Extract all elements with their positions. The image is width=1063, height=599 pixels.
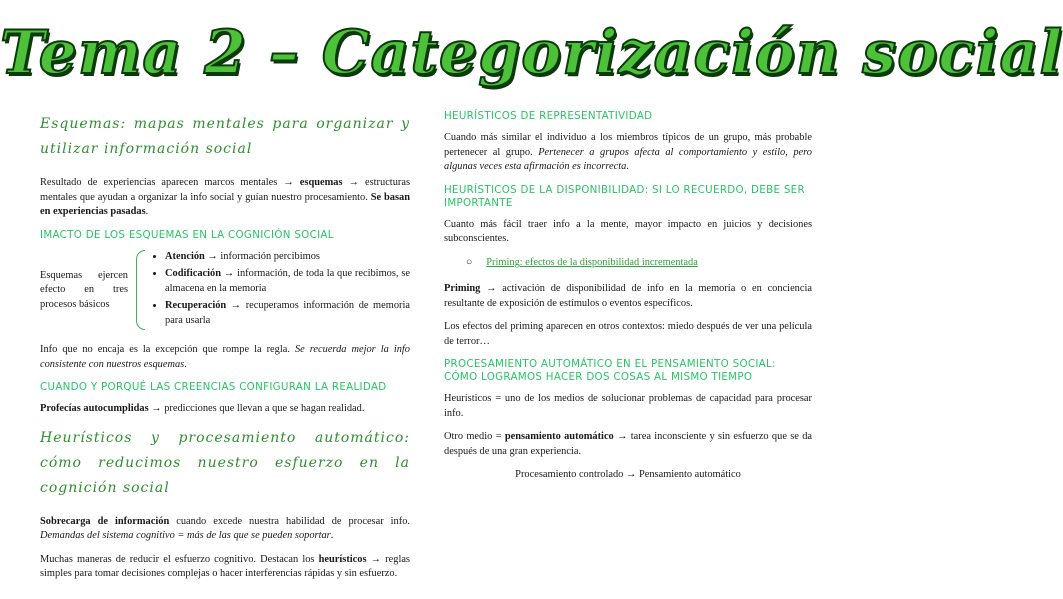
- paragraph-pensamiento-automatico: Otro medio = pensamiento automático → tarea inconsciente y sin esfuerzo que se da después de una gran experiencia.: [444, 431, 813, 457]
- paragraph-disponibilidad: Cuanto más fácil traer info a la mente, mayor impacto en juicios y decisiones subconscientes.: [444, 218, 812, 244]
- priming-link: Priming: efectos de la disponibilidad incrementada: [486, 256, 698, 268]
- paragraph-heuristicos: Muchas maneras de reducir el esfuerzo cognitivo. Destacan los heurísticos → reglas simples para tomar decisiones complejas o hacer interferencias rápidas y sin esfuerzo.: [40, 553, 410, 579]
- disponibilidad-heading: HEURÍSTICOS DE LA DISPONIBILIDAD: SI LO RECUERDO, DEBE SER IMPORTANTE: [444, 183, 805, 209]
- impacto-heading: IMACTO DE LOS ESQUEMAS EN LA COGNICIÓN SOCIAL: [40, 228, 334, 241]
- representatividad-heading: HEURÍSTICOS DE REPRESENTATIVIDAD: [444, 110, 653, 122]
- creencias-heading: CUANDO Y PORQUÉ LAS CREENCIAS CONFIGURAN LA REALIDAD: [40, 381, 387, 393]
- circle-bullet-icon: ○: [466, 256, 473, 268]
- list-item: • Atención → información percibimos: [165, 250, 410, 265]
- left-column: [40, 110, 410, 591]
- schema-label: Esquemas ejercen efecto en tres procesos básicos: [40, 269, 128, 310]
- page-title: Tema 2 – Categorización social: [0, 18, 1063, 88]
- right-column: [444, 110, 812, 492]
- paragraph-procesamiento: Procesamiento controlado → Pensamiento automático: [515, 469, 741, 480]
- paragraph-heuristicos-medios: Heurísticos = uno de los medios de solucionar problemas de capacidad para procesar info.: [444, 393, 812, 419]
- paragraph-priming: Priming → activación de disponibilidad de info en la memoria o en conciencia resultante de exposición de estímulos o eventos específicos.: [444, 283, 812, 309]
- paragraph-esquemas: Resultado de experiencias aparecen marcos mentales → esquemas → estructuras mentales que ayudan a organizar la info social y guían nuestro procesamiento. Se basan en experiencias pasadas.: [40, 177, 411, 217]
- priming-subitem: [466, 256, 812, 271]
- paragraph-excepcion: Info que no encaja es la excepción que rompe la regla. Se recuerda mejor la info consistente con nuestros esquemas.: [40, 344, 410, 370]
- list-item: • Codificación → información, de toda la que recibimos, se almacena en la memoria: [165, 267, 410, 296]
- schema-list: [151, 250, 410, 332]
- esquemas-heading: Esquemas: mapas mentales para organizar y utilizar información social: [40, 116, 410, 157]
- schema-block: [40, 250, 410, 332]
- list-item: • Recuperación → recuperamos información de memoria para usarla: [165, 299, 410, 328]
- heuristicos-heading: Heurísticos y procesamiento automático: cómo reducimos nuestro esfuerzo en la cognición social: [40, 429, 410, 496]
- paragraph-representatividad: Cuando más similar el individuo a los miembros típicos de un grupo, más probable pertenecer al grupo. Pertenecer a grupos afecta al comportamiento y estilo, pero algunas veces esta afirmación es incorrecta.: [444, 132, 812, 172]
- paragraph-priming-efectos: Los efectos del priming aparecen en otros contextos: miedo después de ver una película de terror…: [444, 321, 812, 347]
- paragraph-profecias: Profecías autocumplidas → predicciones que llevan a que se hagan realidad.: [40, 403, 365, 414]
- curly-brace: [136, 250, 145, 330]
- automatico-heading: PROCESAMIENTO AUTOMÁTICO EN EL PENSAMIENTO SOCIAL: CÓMO LOGRAMOS HACER DOS COSAS AL MISMO TIEMPO: [444, 358, 776, 383]
- paragraph-sobrecarga: Sobrecarga de información cuando excede nuestra habilidad de procesar info. Demandas del sistema cognitivo = más de las que se pueden soportar.: [40, 515, 410, 541]
